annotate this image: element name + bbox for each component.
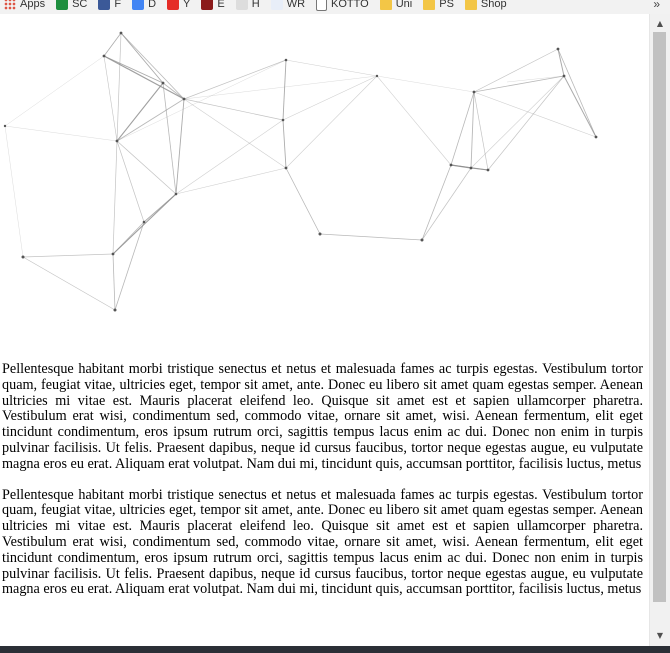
graph-edge [564, 76, 596, 137]
graph-node [487, 169, 490, 172]
graph-edge [474, 49, 558, 92]
article-text [2, 362, 643, 613]
graph-edge [163, 83, 176, 194]
graph-edges [5, 33, 596, 310]
graph-node [421, 239, 424, 242]
bookmark-label: Y [183, 0, 191, 10]
vertical-scrollbar[interactable] [649, 14, 670, 646]
graph-edge [23, 254, 113, 257]
bookmark-label: Shop [480, 0, 507, 10]
graph-edge [163, 83, 184, 99]
graph-edge [184, 76, 377, 99]
bookmark-shop[interactable] [465, 0, 507, 12]
graph-node [114, 309, 117, 312]
graph-edge [176, 99, 184, 194]
graph-node [116, 140, 119, 143]
paragraph: Pellentesque habitant morbi tristique senectus et netus et malesuada fames ac turpis egestas. Vestibulum tortor quam, feugiat vitae, ultricies eget, tempor sit amet, ante. Donec eu libero sit amet quam egestas semper. Aenean ultricies mi vitae est. Mauris placerat eleifend leo. Quisque sit amet est et sapien ullamcorper pharetra. Vestibulum erat wisi, condimentum sed, commodo vitae, ornare sit amet, wisi. Aenean fermentum, elit eget tincidunt condimentum, eros ipsum rutrum orci, sagittis tempus lacus enim ac dui. Donec non enim in turpis pulvinar facilisis. Ut felis. Praesent dapibus, neque id cursus faucibus, tortor neque egestas augue, eu vulputate magna eros eu erat. Aliquam erat volutpat. Nam dui mi, tincidunt quis, accumsan porttitor, facilisis luctus, metus [2, 486, 643, 598]
graph-edge [320, 234, 422, 240]
graph-edge [113, 194, 176, 254]
graph-edge [283, 76, 377, 120]
graph-node [473, 91, 476, 94]
graph-edge [113, 254, 115, 310]
graph-edge [5, 56, 104, 126]
bookmarks-bar [0, 0, 670, 14]
bookmark-h[interactable] [236, 0, 260, 12]
graph-edge [113, 222, 144, 254]
bookmark-label: H [251, 0, 260, 10]
scroll-thumb[interactable] [653, 32, 666, 602]
graph-node [22, 256, 25, 259]
graph-edge [104, 33, 121, 56]
graph-edge [558, 49, 564, 76]
graph-node [285, 167, 288, 170]
bookmark-apps[interactable] [4, 0, 45, 12]
graph-node [112, 253, 115, 256]
graph-edge [422, 168, 471, 240]
graph-edge [117, 60, 286, 141]
graph-node [450, 164, 453, 167]
graph-edge [176, 168, 286, 194]
graph-edge [117, 33, 121, 141]
graph-edge [451, 92, 474, 165]
graph-edge [286, 76, 377, 168]
graph-edge [184, 99, 283, 120]
graph-node [143, 221, 146, 224]
graph-edge [377, 76, 451, 165]
graph-edge [117, 99, 184, 141]
graph-node [282, 119, 285, 122]
graph-node [563, 75, 566, 78]
graph-node [285, 59, 288, 62]
scroll-up-arrow-icon[interactable]: ▲ [656, 19, 664, 28]
graph-node [183, 98, 186, 101]
paragraph: Pellentesque habitant morbi tristique senectus et netus et malesuada fames ac turpis egestas. Vestibulum tortor quam, feugiat vitae, ultricies eget, tempor sit amet, ante. Donec eu libero sit amet quam egestas semper. Aenean ultricies mi vitae est. Mauris placerat eleifend leo. Quisque sit amet est et sapien ullamcorper pharetra. Vestibulum erat wisi, condimentum sed, commodo vitae, ornare sit amet, wisi. Aenean fermentum, elit eget tincidunt condimentum, eros ipsum rutrum orci, sagittis tempus lacus enim ac dui. Donec non enim in turpis pulvinar facilisis. Ut felis. Praesent dapibus, neque id cursus faucibus, tortor neque egestas augue, eu vulputate magna eros eu erat. Aliquam erat volutpat. Nam dui mi, tincidunt quis, accumsan porttitor, facilisis luctus, metus [2, 361, 643, 472]
graph-edge [286, 168, 320, 234]
graph-edge [104, 56, 184, 99]
document-icon [316, 0, 327, 11]
graph-edge [121, 33, 184, 99]
bookmark-uni[interactable] [380, 0, 413, 12]
facebook-icon [98, 0, 110, 10]
graph-edge [377, 76, 474, 92]
graph-node [595, 136, 598, 139]
network-graph [0, 14, 650, 344]
apps-grid-icon [4, 0, 16, 10]
graph-node [120, 32, 123, 35]
youtube-icon [167, 0, 179, 10]
bookmark-f[interactable] [98, 0, 121, 12]
bookmark-label: WR [286, 0, 306, 10]
bookmark-label: PS [439, 0, 454, 10]
bookmark-label: E [217, 0, 225, 10]
graph-edge [488, 76, 564, 170]
bookmark-label: D [148, 0, 157, 10]
bookmark-label: F [114, 0, 122, 10]
sheets-icon [56, 0, 68, 10]
bookmark-label: SC [72, 0, 88, 10]
graph-edge [104, 56, 117, 141]
bookmark-label: KOTTO [331, 0, 369, 10]
graph-node [175, 193, 178, 196]
page-icon [236, 0, 248, 10]
graph-edge [5, 126, 23, 257]
graph-nodes [4, 32, 598, 312]
graph-edge [283, 60, 286, 120]
bookmark-ps[interactable] [423, 0, 454, 12]
graph-node [103, 55, 106, 58]
graph-edge [283, 120, 286, 168]
folder-icon [423, 0, 435, 10]
graph-edge [104, 56, 163, 83]
graph-edge [115, 222, 144, 310]
bookmark-sc[interactable] [56, 0, 87, 12]
graph-edge [113, 141, 117, 254]
graph-node [376, 75, 378, 77]
graph-node [319, 233, 322, 236]
bookmark-wr[interactable] [271, 0, 305, 12]
graph-edge [117, 83, 163, 141]
bookmarks-list [4, 0, 518, 12]
bookmark-label: Apps [20, 0, 46, 10]
graph-edge [121, 33, 163, 83]
bookmark-kotto[interactable] [316, 0, 369, 12]
page-content [0, 14, 650, 646]
graph-edge [558, 49, 596, 137]
graph-edge [176, 120, 283, 194]
graph-node [162, 82, 165, 85]
bookmark-label: Uni [395, 0, 413, 10]
graph-edge [471, 92, 474, 168]
s-logo-icon [201, 0, 213, 10]
graph-edge [422, 165, 451, 240]
wr-icon [271, 0, 283, 10]
bookmark-e[interactable] [201, 0, 224, 12]
bookmarks-overflow-button[interactable]: » [653, 0, 660, 11]
graph-node [4, 125, 6, 127]
graph-node [557, 48, 560, 51]
graph-edge [184, 99, 286, 168]
graph-edge [474, 92, 596, 137]
graph-edge [5, 126, 117, 141]
folder-icon [380, 0, 392, 10]
docs-icon [132, 0, 144, 10]
bookmark-d[interactable] [132, 0, 156, 12]
scroll-down-arrow-icon[interactable]: ▼ [656, 631, 664, 640]
graph-node [470, 167, 473, 170]
taskbar-edge [0, 646, 670, 653]
graph-edge [23, 257, 115, 310]
graph-edge [286, 60, 377, 76]
bookmark-y[interactable] [167, 0, 190, 12]
folder-icon [465, 0, 477, 10]
